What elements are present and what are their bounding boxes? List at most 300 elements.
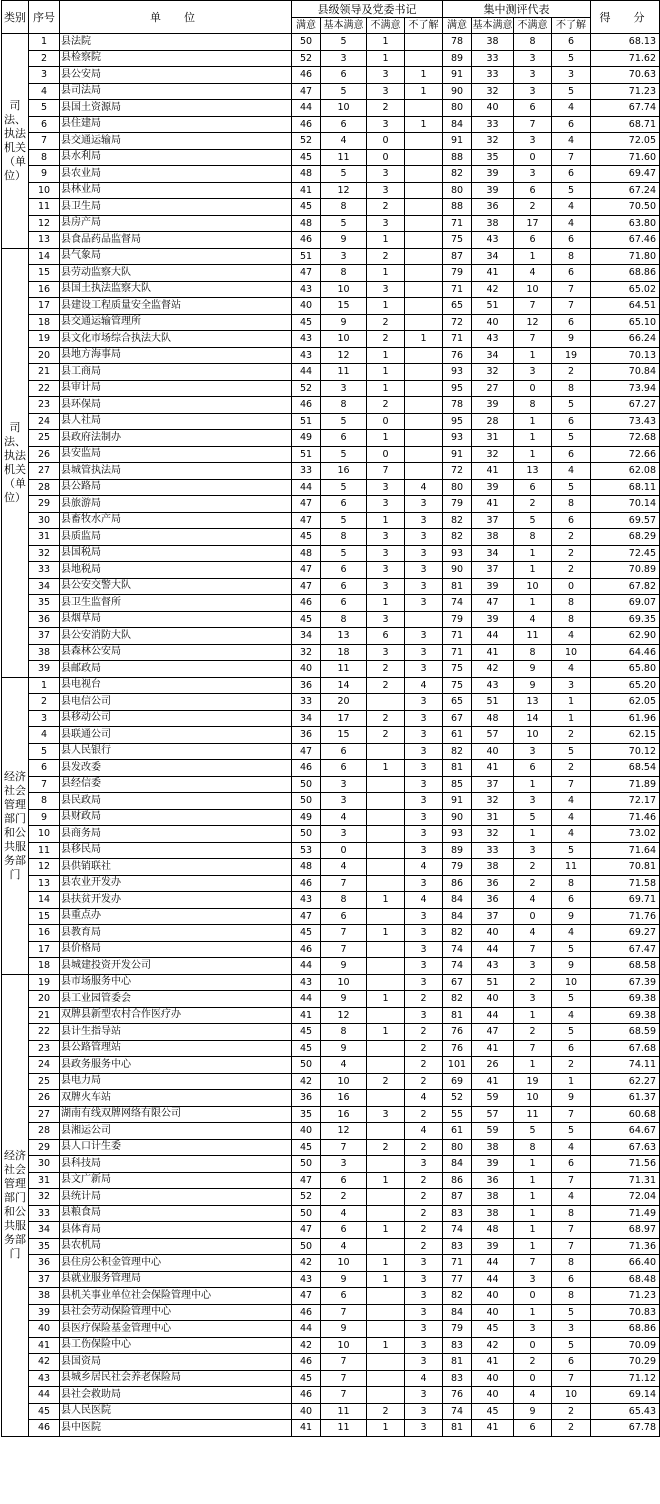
rep-unknown-cell: 6 <box>552 34 591 51</box>
leader-unsatisfied-cell <box>367 1040 405 1057</box>
rep-unsatisfied-cell: 3 <box>514 842 552 859</box>
rep-satisfied-cell: 91 <box>443 133 472 150</box>
unit-cell: 县统计局 <box>60 1189 292 1206</box>
score-cell: 71.36 <box>591 1238 660 1255</box>
rep-satisfied-cell: 82 <box>443 925 472 942</box>
unit-cell: 县城乡居民社会养老保险局 <box>60 1370 292 1387</box>
serial-cell: 28 <box>29 1123 60 1140</box>
rep-satisfied-cell: 76 <box>443 1040 472 1057</box>
unit-cell: 县国土执法监察大队 <box>60 281 292 298</box>
rep-basic-cell: 47 <box>472 595 514 612</box>
leader-basic-cell: 6 <box>321 496 367 513</box>
serial-cell: 3 <box>29 67 60 84</box>
leader-basic-cell: 10 <box>321 1073 367 1090</box>
serial-cell: 32 <box>29 545 60 562</box>
table-row <box>2 611 660 628</box>
rep-unknown-cell: 8 <box>552 1288 591 1305</box>
leader-unsatisfied-cell: 2 <box>367 677 405 694</box>
score-cell: 67.68 <box>591 1040 660 1057</box>
table-row <box>2 413 660 430</box>
rep-unsatisfied-cell: 0 <box>514 1288 552 1305</box>
rep-unsatisfied-cell: 0 <box>514 1337 552 1354</box>
table-row <box>2 1106 660 1123</box>
rep-unknown-cell: 5 <box>552 50 591 67</box>
serial-cell: 18 <box>29 958 60 975</box>
leader-satisfied-cell: 45 <box>292 925 321 942</box>
rep-basic-cell: 47 <box>472 1024 514 1041</box>
score-cell: 69.27 <box>591 925 660 942</box>
serial-cell: 33 <box>29 1205 60 1222</box>
rep-unsatisfied-cell: 1 <box>514 248 552 265</box>
leader-satisfied-cell: 40 <box>292 298 321 315</box>
rep-basic-cell: 32 <box>472 83 514 100</box>
leader-satisfied-cell: 40 <box>292 661 321 678</box>
score-cell: 71.58 <box>591 875 660 892</box>
serial-cell: 36 <box>29 1255 60 1272</box>
leader-unsatisfied-cell: 1 <box>367 512 405 529</box>
leader-unknown-cell: 3 <box>405 743 443 760</box>
rep-satisfied-cell: 84 <box>443 892 472 909</box>
unit-cell: 县食品药品监督局 <box>60 232 292 249</box>
leader-unsatisfied-cell <box>367 1288 405 1305</box>
leader-unsatisfied-cell <box>367 1387 405 1404</box>
rep-unsatisfied-cell: 3 <box>514 1321 552 1338</box>
leader-unknown-cell: 4 <box>405 1090 443 1107</box>
rep-basic-header: 基本满意 <box>472 18 514 34</box>
leader-unknown-cell: 3 <box>405 644 443 661</box>
rep-unknown-cell: 7 <box>552 298 591 315</box>
unit-cell: 县农业开发办 <box>60 875 292 892</box>
leader-unknown-cell: 3 <box>405 1288 443 1305</box>
rep-satisfied-cell: 81 <box>443 1354 472 1371</box>
rep-basic-cell: 45 <box>472 1321 514 1338</box>
rep-basic-cell: 39 <box>472 166 514 183</box>
score-cell: 64.67 <box>591 1123 660 1140</box>
table-row <box>2 314 660 331</box>
rep-basic-cell: 38 <box>472 529 514 546</box>
rep-unsatisfied-cell: 3 <box>514 743 552 760</box>
leader-unknown-cell: 2 <box>405 1073 443 1090</box>
leader-unsatisfied-cell: 3 <box>367 611 405 628</box>
rep-satisfied-cell: 93 <box>443 364 472 381</box>
leader-unknown-cell: 3 <box>405 694 443 711</box>
leader-satisfied-cell: 49 <box>292 809 321 826</box>
rep-satisfied-cell: 65 <box>443 694 472 711</box>
leader-satisfied-cell: 42 <box>292 1337 321 1354</box>
rep-unknown-cell: 6 <box>552 314 591 331</box>
serial-cell: 1 <box>29 34 60 51</box>
serial-cell: 22 <box>29 1024 60 1041</box>
leader-satisfied-cell: 50 <box>292 776 321 793</box>
score-cell: 70.13 <box>591 347 660 364</box>
serial-cell: 4 <box>29 83 60 100</box>
leader-group-header: 县级领导及党委书记 <box>292 1 443 18</box>
rep-unknown-cell: 6 <box>552 413 591 430</box>
leader-unsatisfied-cell: 1 <box>367 34 405 51</box>
leader-unsatisfied-cell <box>367 1354 405 1371</box>
unit-cell: 县商务局 <box>60 826 292 843</box>
serial-cell: 16 <box>29 281 60 298</box>
leader-basic-cell: 3 <box>321 826 367 843</box>
rep-unknown-cell: 1 <box>552 710 591 727</box>
leader-unknown-cell: 1 <box>405 83 443 100</box>
rep-satisfied-cell: 90 <box>443 809 472 826</box>
leader-unsatisfied-cell <box>367 974 405 991</box>
rep-basic-cell: 39 <box>472 182 514 199</box>
serial-cell: 30 <box>29 512 60 529</box>
unit-cell: 县经信委 <box>60 776 292 793</box>
rep-unknown-cell: 8 <box>552 496 591 513</box>
rep-unsatisfied-cell: 1 <box>514 1205 552 1222</box>
leader-unknown-cell: 3 <box>405 1255 443 1272</box>
score-cell: 70.12 <box>591 743 660 760</box>
leader-unsatisfied-cell: 3 <box>367 529 405 546</box>
leader-unknown-cell: 4 <box>405 1123 443 1140</box>
leader-unsatisfied-cell: 2 <box>367 397 405 414</box>
rep-unknown-cell: 7 <box>552 281 591 298</box>
leader-basic-cell: 12 <box>321 1007 367 1024</box>
leader-basic-cell: 6 <box>321 595 367 612</box>
rep-unknown-cell: 2 <box>552 727 591 744</box>
leader-unsatisfied-cell: 2 <box>367 248 405 265</box>
leader-unsatisfied-cell: 2 <box>367 710 405 727</box>
table-row <box>2 578 660 595</box>
rep-unsatisfied-cell: 14 <box>514 710 552 727</box>
leader-unknown-cell <box>405 133 443 150</box>
score-cell: 69.57 <box>591 512 660 529</box>
rep-unsatisfied-cell: 6 <box>514 1420 552 1437</box>
rep-unknown-cell: 6 <box>552 232 591 249</box>
serial-cell: 19 <box>29 331 60 348</box>
rep-unknown-cell: 6 <box>552 1354 591 1371</box>
leader-unsatisfied-cell: 3 <box>367 545 405 562</box>
rep-satisfied-cell: 80 <box>443 479 472 496</box>
rep-unsatisfied-cell: 2 <box>514 496 552 513</box>
rep-basic-cell: 26 <box>472 1057 514 1074</box>
rep-basic-cell: 37 <box>472 512 514 529</box>
leader-basic-cell: 8 <box>321 199 367 216</box>
leader-satisfied-cell: 43 <box>292 281 321 298</box>
leader-basic-cell: 6 <box>321 1172 367 1189</box>
rep-basic-cell: 32 <box>472 446 514 463</box>
leader-basic-cell: 3 <box>321 50 367 67</box>
serial-cell: 26 <box>29 1090 60 1107</box>
table-row <box>2 149 660 166</box>
leader-unknown-cell: 4 <box>405 859 443 876</box>
leader-basic-cell: 12 <box>321 182 367 199</box>
leader-unknown-cell: 3 <box>405 1387 443 1404</box>
leader-unknown-cell: 3 <box>405 1403 443 1420</box>
rep-satisfied-cell: 82 <box>443 512 472 529</box>
rep-unknown-cell: 10 <box>552 1387 591 1404</box>
rep-unknown-header: 不了解 <box>552 18 591 34</box>
rep-unsatisfied-cell: 6 <box>514 479 552 496</box>
unit-cell: 县公安局 <box>60 67 292 84</box>
table-row <box>2 677 660 694</box>
unit-cell: 县发改委 <box>60 760 292 777</box>
score-cell: 68.59 <box>591 1024 660 1041</box>
leader-basic-cell: 6 <box>321 908 367 925</box>
serial-cell: 2 <box>29 50 60 67</box>
rep-basic-cell: 38 <box>472 215 514 232</box>
rep-unsatisfied-cell: 3 <box>514 166 552 183</box>
leader-unknown-cell: 1 <box>405 67 443 84</box>
rep-basic-cell: 38 <box>472 1139 514 1156</box>
table-row <box>2 974 660 991</box>
rep-satisfied-cell: 91 <box>443 67 472 84</box>
unit-cell: 县林业局 <box>60 182 292 199</box>
table-row <box>2 199 660 216</box>
rep-basic-cell: 33 <box>472 116 514 133</box>
leader-satisfied-cell: 44 <box>292 479 321 496</box>
rep-basic-cell: 44 <box>472 1255 514 1272</box>
serial-cell: 23 <box>29 397 60 414</box>
rep-unsatisfied-cell: 6 <box>514 760 552 777</box>
rep-unsatisfied-cell: 7 <box>514 331 552 348</box>
leader-basic-cell: 16 <box>321 463 367 480</box>
rep-unsatisfied-cell: 17 <box>514 215 552 232</box>
score-cell: 70.50 <box>591 199 660 216</box>
table-row <box>2 67 660 84</box>
score-cell: 66.40 <box>591 1255 660 1272</box>
rep-satisfied-cell: 67 <box>443 710 472 727</box>
unit-cell: 县供销联社 <box>60 859 292 876</box>
rep-unsatisfied-cell: 5 <box>514 809 552 826</box>
leader-unknown-cell <box>405 50 443 67</box>
rep-basic-cell: 32 <box>472 793 514 810</box>
unit-cell: 县人民医院 <box>60 1403 292 1420</box>
table-row <box>2 380 660 397</box>
rep-satisfied-cell: 79 <box>443 1321 472 1338</box>
rep-basic-cell: 36 <box>472 199 514 216</box>
rep-unsatisfied-cell: 12 <box>514 314 552 331</box>
score-cell: 70.89 <box>591 562 660 579</box>
rep-satisfied-cell: 82 <box>443 529 472 546</box>
leader-unknown-cell: 3 <box>405 1337 443 1354</box>
unit-cell: 县国税局 <box>60 545 292 562</box>
table-row <box>2 1403 660 1420</box>
leader-unknown-cell: 3 <box>405 727 443 744</box>
rep-basic-cell: 41 <box>472 1354 514 1371</box>
score-cell: 70.63 <box>591 67 660 84</box>
rep-unknown-cell: 7 <box>552 1106 591 1123</box>
rep-unknown-cell: 5 <box>552 430 591 447</box>
rep-unsatisfied-cell: 2 <box>514 859 552 876</box>
rep-unknown-cell: 8 <box>552 1255 591 1272</box>
table-row <box>2 793 660 810</box>
leader-basic-cell: 5 <box>321 83 367 100</box>
rep-satisfied-cell: 82 <box>443 743 472 760</box>
leader-unknown-cell: 3 <box>405 875 443 892</box>
leader-basic-cell: 9 <box>321 314 367 331</box>
rep-unknown-cell: 2 <box>552 562 591 579</box>
rep-unsatisfied-cell: 3 <box>514 50 552 67</box>
rep-satisfied-cell: 95 <box>443 380 472 397</box>
leader-unknown-cell <box>405 364 443 381</box>
rep-unknown-cell: 4 <box>552 463 591 480</box>
serial-cell: 31 <box>29 1172 60 1189</box>
leader-unknown-cell: 2 <box>405 1057 443 1074</box>
rep-satisfied-cell: 79 <box>443 611 472 628</box>
score-cell: 60.68 <box>591 1106 660 1123</box>
table-row <box>2 83 660 100</box>
table-row <box>2 1057 660 1074</box>
serial-cell: 8 <box>29 793 60 810</box>
leader-unknown-cell: 4 <box>405 892 443 909</box>
rep-unsatisfied-cell: 4 <box>514 611 552 628</box>
rep-unknown-cell: 10 <box>552 974 591 991</box>
leader-satisfied-cell: 42 <box>292 1073 321 1090</box>
leader-satisfied-cell: 46 <box>292 760 321 777</box>
leader-unsatisfied-cell: 3 <box>367 182 405 199</box>
rep-basic-cell: 44 <box>472 1007 514 1024</box>
rep-basic-cell: 36 <box>472 892 514 909</box>
score-cell: 64.51 <box>591 298 660 315</box>
leader-unknown-cell <box>405 446 443 463</box>
unit-cell: 县人社局 <box>60 413 292 430</box>
table-row <box>2 265 660 282</box>
leader-unsatisfied-cell: 2 <box>367 727 405 744</box>
rep-basic-cell: 27 <box>472 380 514 397</box>
leader-basic-cell: 5 <box>321 413 367 430</box>
leader-basic-cell: 6 <box>321 67 367 84</box>
leader-basic-cell: 7 <box>321 1370 367 1387</box>
leader-unsatisfied-cell: 3 <box>367 479 405 496</box>
rep-unsatisfied-cell: 1 <box>514 413 552 430</box>
score-cell: 61.37 <box>591 1090 660 1107</box>
rep-unknown-cell: 5 <box>552 1024 591 1041</box>
leader-unknown-cell <box>405 380 443 397</box>
leader-basic-cell: 17 <box>321 710 367 727</box>
rep-basic-cell: 48 <box>472 710 514 727</box>
table-row <box>2 1024 660 1041</box>
leader-satisfied-cell: 46 <box>292 116 321 133</box>
leader-unknown-cell: 3 <box>405 760 443 777</box>
table-row <box>2 512 660 529</box>
score-cell: 71.64 <box>591 842 660 859</box>
rep-basic-cell: 41 <box>472 496 514 513</box>
score-cell: 74.11 <box>591 1057 660 1074</box>
table-row <box>2 1255 660 1272</box>
unit-cell: 县公安交警大队 <box>60 578 292 595</box>
leader-unknown-cell: 3 <box>405 1321 443 1338</box>
rep-unsatisfied-cell: 2 <box>514 875 552 892</box>
leader-basic-cell: 5 <box>321 545 367 562</box>
leader-satisfied-cell: 47 <box>292 908 321 925</box>
leader-basic-cell: 9 <box>321 1040 367 1057</box>
leader-basic-cell: 5 <box>321 166 367 183</box>
unit-cell: 县农业局 <box>60 166 292 183</box>
leader-basic-cell: 3 <box>321 1156 367 1173</box>
rep-basic-cell: 43 <box>472 958 514 975</box>
score-cell: 71.49 <box>591 1205 660 1222</box>
rep-basic-cell: 43 <box>472 331 514 348</box>
leader-unsatisfied-cell: 1 <box>367 925 405 942</box>
rep-unknown-cell: 4 <box>552 925 591 942</box>
leader-unknown-cell: 1 <box>405 331 443 348</box>
table-row <box>2 562 660 579</box>
leader-unsatisfied-cell: 3 <box>367 578 405 595</box>
score-cell: 69.35 <box>591 611 660 628</box>
rep-basic-cell: 40 <box>472 100 514 117</box>
leader-unknown-cell: 4 <box>405 479 443 496</box>
serial-cell: 7 <box>29 776 60 793</box>
rep-basic-cell: 42 <box>472 661 514 678</box>
leader-satisfied-cell: 47 <box>292 83 321 100</box>
table-row <box>2 1304 660 1321</box>
leader-basic-cell: 8 <box>321 265 367 282</box>
rep-unsatisfied-cell: 1 <box>514 1156 552 1173</box>
leader-satisfied-cell: 43 <box>292 347 321 364</box>
serial-cell: 7 <box>29 133 60 150</box>
score-cell: 68.13 <box>591 34 660 51</box>
rep-satisfied-cell: 82 <box>443 166 472 183</box>
leader-unsatisfied-cell <box>367 1370 405 1387</box>
table-row <box>2 232 660 249</box>
rep-satisfied-cell: 87 <box>443 1189 472 1206</box>
rep-satisfied-cell: 74 <box>443 595 472 612</box>
table-row <box>2 430 660 447</box>
leader-satisfied-cell: 48 <box>292 215 321 232</box>
leader-unknown-cell <box>405 215 443 232</box>
rep-unknown-cell: 7 <box>552 149 591 166</box>
leader-unknown-cell: 3 <box>405 562 443 579</box>
rep-unknown-cell: 4 <box>552 215 591 232</box>
score-cell: 72.17 <box>591 793 660 810</box>
leader-basic-cell: 5 <box>321 479 367 496</box>
rep-unknown-cell: 8 <box>552 380 591 397</box>
unit-cell: 县政务服务中心 <box>60 1057 292 1074</box>
rep-unknown-cell: 6 <box>552 1271 591 1288</box>
rep-unknown-cell: 8 <box>552 1205 591 1222</box>
rep-satisfied-cell: 67 <box>443 974 472 991</box>
unit-cell: 县畜牧水产局 <box>60 512 292 529</box>
rep-satisfied-cell: 82 <box>443 1288 472 1305</box>
serial-cell: 33 <box>29 562 60 579</box>
leader-basic-cell: 7 <box>321 875 367 892</box>
serial-cell: 1 <box>29 677 60 694</box>
unit-cell: 县公路管理站 <box>60 1040 292 1057</box>
leader-unknown-cell <box>405 397 443 414</box>
leader-unsatisfied-cell: 1 <box>367 760 405 777</box>
rep-unknown-cell: 5 <box>552 1337 591 1354</box>
rep-unsatisfied-cell: 1 <box>514 826 552 843</box>
rep-satisfied-cell: 61 <box>443 727 472 744</box>
rep-basic-cell: 59 <box>472 1123 514 1140</box>
rep-satisfied-cell: 74 <box>443 1222 472 1239</box>
rep-basic-cell: 44 <box>472 941 514 958</box>
leader-basic-cell: 8 <box>321 892 367 909</box>
serial-cell: 25 <box>29 1073 60 1090</box>
leader-satisfied-cell: 36 <box>292 1090 321 1107</box>
rep-unknown-cell: 4 <box>552 628 591 645</box>
rep-unknown-cell: 6 <box>552 892 591 909</box>
rep-satisfied-cell: 72 <box>443 463 472 480</box>
rep-unsatisfied-cell: 5 <box>514 1123 552 1140</box>
rep-unsatisfied-cell: 3 <box>514 991 552 1008</box>
leader-satisfied-cell: 47 <box>292 1222 321 1239</box>
rep-unsatisfied-cell: 1 <box>514 1057 552 1074</box>
leader-basic-cell: 14 <box>321 677 367 694</box>
table-row <box>2 116 660 133</box>
rep-satisfied-cell: 81 <box>443 1007 472 1024</box>
rep-satisfied-cell: 90 <box>443 562 472 579</box>
unit-cell: 县文广新局 <box>60 1172 292 1189</box>
serial-cell: 23 <box>29 1040 60 1057</box>
serial-cell: 46 <box>29 1420 60 1437</box>
score-cell: 71.60 <box>591 149 660 166</box>
leader-unsatisfied-cell <box>367 875 405 892</box>
